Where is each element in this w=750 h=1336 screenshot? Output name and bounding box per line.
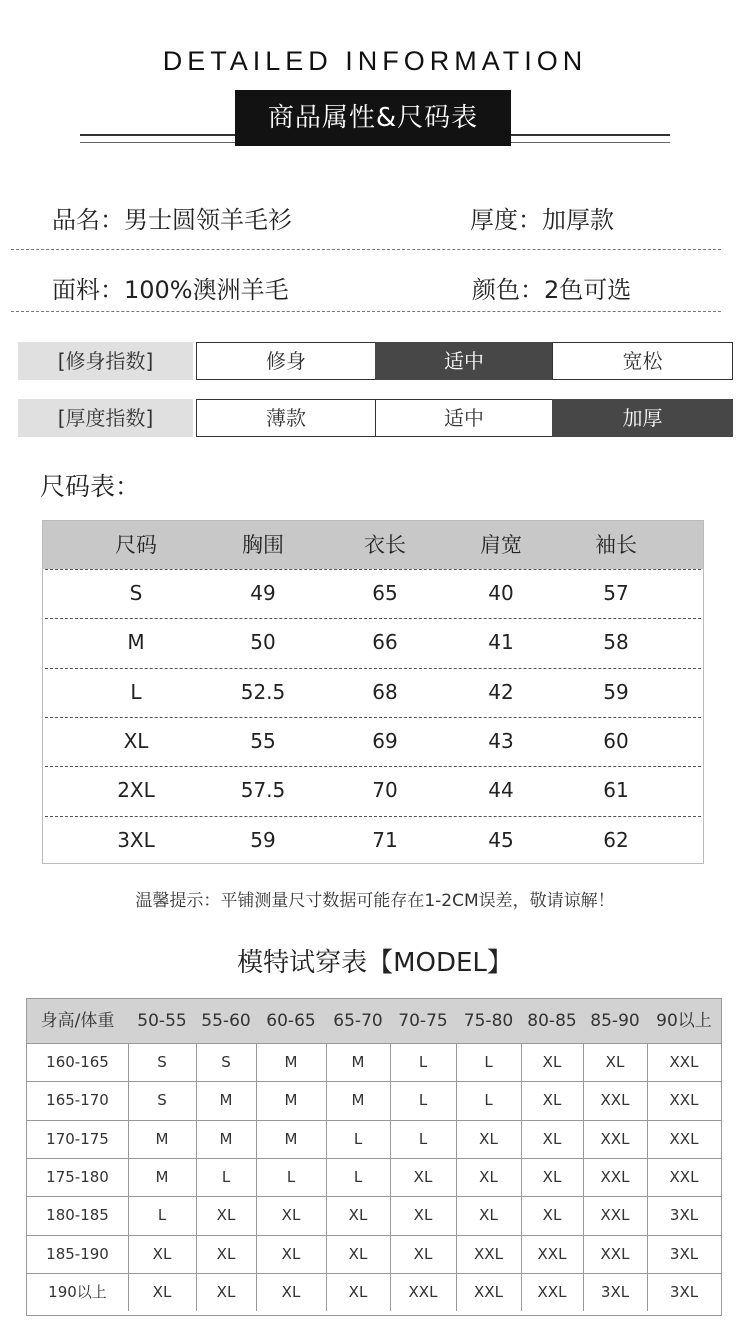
fit-option-loose: 宽松 [552,342,733,380]
model-height-cell: 160-165 [46,1053,109,1071]
size-col-header: 胸围 [242,533,284,557]
size-cell: M [127,630,145,655]
size-cell: 55 [250,728,276,753]
model-size-cell: XL [542,1129,562,1148]
size-chart-table [42,520,704,864]
thickness-option-medium: 适中 [375,399,553,437]
size-cell: 45 [488,827,514,852]
thickness-option-thin: 薄款 [196,399,376,437]
model-size-cell: XL [413,1206,433,1225]
model-col-header: 90以上 [656,1011,712,1031]
model-size-cell: XXL [600,1129,630,1148]
model-size-cell: XL [281,1244,301,1263]
model-size-cell: XL [152,1244,172,1263]
model-col-header: 身高/体重 [40,1011,115,1031]
size-cell: 70 [372,778,398,803]
column-divider [128,1043,129,1311]
model-size-cell: XL [348,1282,368,1301]
size-col-header: 袖长 [595,533,637,557]
model-size-cell: L [484,1091,493,1110]
size-col-header: 肩宽 [480,533,522,557]
model-size-cell: XL [348,1244,368,1263]
model-height-cell: 170-175 [46,1129,109,1148]
size-cell: 58 [603,630,629,655]
model-size-cell: 3XL [669,1244,699,1263]
model-size-cell: 3XL [669,1206,699,1225]
model-size-cell: XL [413,1244,433,1263]
model-size-cell: XXL [537,1244,567,1263]
model-size-cell: XL [413,1167,433,1186]
size-cell: 40 [488,581,514,605]
model-size-cell: L [353,1129,363,1148]
model-size-cell: L [418,1091,428,1110]
fit-option-slim: 修身 [196,342,376,380]
measurement-tip: 温馨提示：平铺测量尺寸数据可能存在1-2CM误差，敬请谅解！ [135,891,615,911]
model-size-cell: XL [479,1206,498,1225]
size-cell: 57.5 [240,778,286,803]
model-size-cell: M [219,1129,233,1148]
size-cell: 3XL [117,827,155,852]
size-cell: 50 [250,630,276,655]
model-size-cell: L [484,1053,493,1071]
fit-option-regular: 适中 [375,342,553,380]
size-cell: 71 [372,827,398,852]
model-size-cell: XXL [669,1091,699,1110]
model-size-cell: L [286,1167,296,1186]
model-height-cell: 165-170 [46,1091,109,1110]
model-height-cell: 185-190 [46,1244,109,1263]
product-fabric: 面料：100%澳洲羊毛 [52,276,289,304]
size-cell: XL [123,728,149,753]
fit-index-label: [修身指数] [18,342,193,380]
product-name: 品名：男士圆领羊毛衫 [52,206,292,234]
model-col-header: 85-90 [590,1011,640,1031]
model-size-cell: M [219,1091,233,1110]
size-col-header: 衣长 [364,533,406,557]
model-size-cell: M [284,1091,298,1110]
size-cell: 59 [603,679,629,704]
model-size-cell: L [418,1129,428,1148]
model-size-cell: XXL [600,1167,630,1186]
model-size-cell: XL [216,1244,236,1263]
column-divider [256,1043,257,1311]
column-divider [390,1043,391,1311]
size-cell: 44 [488,778,514,803]
model-size-cell: XL [542,1053,562,1071]
model-size-cell: XXL [600,1206,630,1225]
model-size-cell: XL [216,1282,236,1301]
size-col-header: 尺码 [115,533,157,557]
model-col-header: 75-80 [463,1011,514,1031]
model-size-cell: XL [542,1091,562,1110]
column-divider [583,1043,584,1311]
size-cell: S [129,581,143,605]
model-col-header: 65-70 [333,1011,383,1031]
model-size-cell: XL [542,1206,562,1225]
model-size-cell: M [351,1091,365,1110]
model-size-cell: L [221,1167,231,1186]
model-size-cell: L [157,1206,167,1225]
column-divider [196,1043,197,1311]
model-size-cell: XXL [669,1129,699,1148]
model-size-cell: S [157,1053,167,1071]
model-height-cell: 180-185 [46,1206,109,1225]
column-divider [647,1043,648,1311]
model-size-cell: XL [281,1206,301,1225]
model-chart-title: 模特试穿表【MODEL】 [237,948,513,978]
divider [11,311,721,312]
model-size-cell: XXL [474,1244,503,1263]
size-cell: 42 [488,679,514,704]
model-size-cell: XL [281,1282,301,1301]
model-height-cell: 175-180 [46,1167,109,1186]
model-size-cell: 3XL [600,1282,630,1301]
model-size-cell: XL [479,1167,498,1186]
model-size-cell: M [284,1129,298,1148]
model-size-cell: M [155,1129,169,1148]
model-size-cell: XL [216,1206,236,1225]
model-size-cell: S [221,1053,231,1071]
model-size-cell: XXL [600,1091,630,1110]
model-chart-header [27,999,721,1043]
product-thickness: 厚度：加厚款 [470,206,614,234]
size-cell: 68 [372,679,398,704]
model-size-cell: XXL [600,1244,630,1263]
size-cell: 43 [488,728,514,753]
thickness-index-label: [厚度指数] [18,399,193,437]
size-cell: 49 [250,581,276,605]
model-chart-table [26,998,722,1316]
size-cell: 2XL [117,778,155,803]
size-cell: 66 [372,630,398,655]
size-cell: 65 [372,581,398,605]
model-col-header: 70-75 [398,1011,448,1031]
model-col-header: 55-60 [201,1011,251,1031]
size-cell: 69 [372,728,398,753]
model-size-cell: XL [605,1053,625,1071]
thickness-option-thick: 加厚 [552,399,733,437]
divider [11,249,721,250]
model-size-cell: XXL [408,1282,438,1301]
model-size-cell: XXL [537,1282,567,1301]
column-divider [326,1043,327,1311]
model-size-cell: L [353,1167,363,1186]
model-size-cell: M [284,1053,298,1071]
size-chart-header [43,521,703,569]
section-badge: 商品属性&尺码表 [235,90,511,146]
model-size-cell: M [351,1053,365,1071]
model-size-cell: XXL [669,1167,699,1186]
section-title: DETAILED INFORMATION [162,46,588,76]
model-size-cell: M [155,1167,169,1186]
model-size-cell: XL [348,1206,368,1225]
size-cell: 41 [488,630,514,655]
model-height-cell: 190以上 [48,1282,107,1301]
column-divider [456,1043,457,1311]
model-size-cell: L [418,1053,428,1071]
product-colors: 颜色：2色可选 [472,276,632,304]
size-cell: 52.5 [240,679,286,704]
size-chart-title: 尺码表： [40,472,141,501]
model-size-cell: XL [542,1167,562,1186]
size-cell: 62 [603,827,629,852]
model-size-cell: S [157,1091,167,1110]
size-cell: 59 [250,827,276,852]
model-col-header: 50-55 [137,1011,187,1031]
column-divider [521,1043,522,1311]
model-size-cell: XL [152,1282,172,1301]
size-cell: 57 [603,581,629,605]
size-cell: 61 [603,778,629,803]
model-size-cell: 3XL [669,1282,699,1301]
size-cell: 60 [603,728,629,753]
model-size-cell: XL [479,1129,498,1148]
size-cell: L [130,679,142,704]
model-size-cell: XXL [669,1053,699,1071]
model-col-header: 80-85 [527,1011,577,1031]
model-size-cell: XXL [474,1282,503,1301]
model-col-header: 60-65 [266,1011,316,1031]
